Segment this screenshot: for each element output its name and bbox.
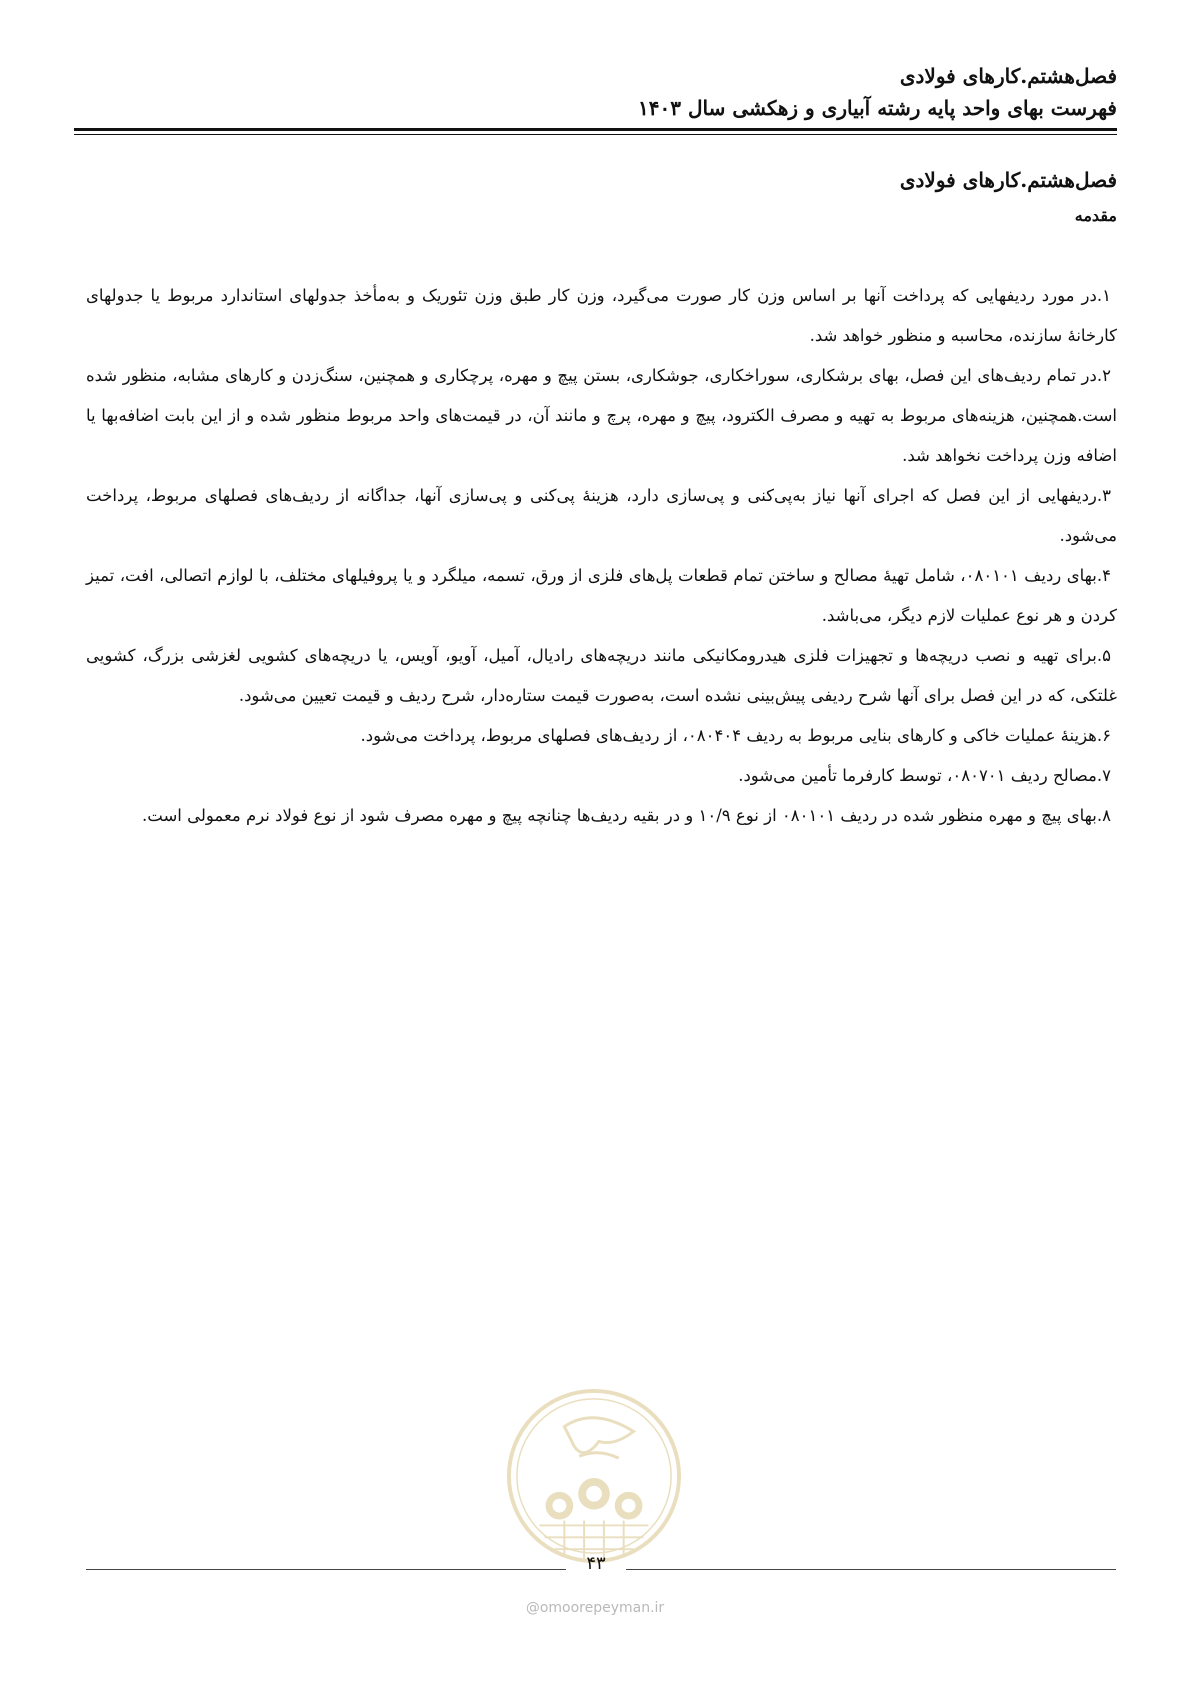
footer-rule-left xyxy=(86,1569,566,1570)
watermark-url: @omoorepeyman.ir xyxy=(525,1600,665,1616)
paragraph: ۳.ردیفهایی از این فصل که اجرای آنها نیاز به‌پی‌کنی و پی‌سازی دارد، هزینهٔ پی‌کنی و پی‌سازی آنها، جداگانه از ردیف‌های فصلهای مربوط، پرداخت می‌شود. xyxy=(86,486,1117,545)
footer-rule-right xyxy=(626,1569,1116,1570)
header-rule-thin xyxy=(74,134,1117,135)
header-list-title: فهرست بهای واحد پایه رشته آبیاری و زهکشی سال ۱۴۰۳ xyxy=(638,96,1117,120)
paragraph: ۱.در مورد ردیفهایی که پرداخت آنها بر اساس وزن کار صورت می‌گیرد، وزن کار طبق وزن تئوریک و به‌مأخذ جدولهای استاندارد مربوط یا جدولهای کارخانهٔ سازنده، محاسبه و منظور خواهد شد. xyxy=(86,286,1117,345)
header-chapter-title: فصل‌هشتم.کارهای فولادی xyxy=(899,64,1117,88)
paragraph: ۵.برای تهیه و نصب دریچه‌ها و تجهیزات فلزی هیدرومکانیکی مانند دریچه‌های رادیال، آمیل، آویو، آویس، یا دریچه‌های کشویی لغزشی بزرگ، کشویی غلتکی، که در این فصل برای آنها شرح ردیفی پیش‌بینی نشده است، به‌صورت قیمت ستاره‌دار، شرح ردیف و قیمت تعیین می‌شود. xyxy=(86,646,1117,705)
body-text xyxy=(86,276,1117,836)
paragraph: ۶.هزینهٔ عملیات خاکی و کارهای بنایی مربوط به ردیف ۰۸۰۴۰۴، از ردیف‌های فصلهای مربوط، پرداخت می‌شود. xyxy=(360,726,1111,745)
paragraph: ۷.مصالح ردیف ۰۸۰۷۰۱، توسط کارفرما تأمین می‌شود. xyxy=(738,766,1111,785)
page-number: ۴۳ xyxy=(586,1553,606,1574)
page-header xyxy=(74,60,1117,124)
watermark-logo xyxy=(505,1387,683,1565)
paragraph: ۸.بهای پیچ و مهره منظور شده در ردیف ۰۸۰۱۰۱ از نوع ۱۰/۹ و در بقیه ردیف‌ها چنانچه پیچ و مهره مصرف شود از نوع فولاد نرم معمولی است. xyxy=(142,806,1111,825)
header-rule-thick xyxy=(74,128,1117,131)
paragraph: ۴.بهای ردیف ۰۸۰۱۰۱، شامل تهیهٔ مصالح و ساختن تمام قطعات پل‌های فلزی از ورق، تسمه، میلگرد و یا پروفیلهای مختلف، با لوازم اتصالی، افت، تمیز کردن و هر نوع عملیات لازم دیگر، می‌باشد. xyxy=(86,566,1117,625)
section-title: فصل‌هشتم.کارهای فولادی xyxy=(899,168,1117,192)
paragraph: ۲.در تمام ردیف‌های این فصل، بهای برشکاری، سوراخکاری، جوشکاری، بستن پیچ و مهره، پرچکاری و همچنین، سنگ‌زدن و کارهای مشابه، منظور شده است.همچنین، هزینه‌های مربوط به تهیه و مصرف الکترود، پیچ و مهره، پرچ و مانند آن، در قیمت‌های واحد مربوط منظور شده و از این بابت اضافه‌بها یا اضافه وزن پرداخت نخواهد شد. xyxy=(86,366,1117,465)
section-subtitle: مقدمه xyxy=(1074,206,1117,225)
